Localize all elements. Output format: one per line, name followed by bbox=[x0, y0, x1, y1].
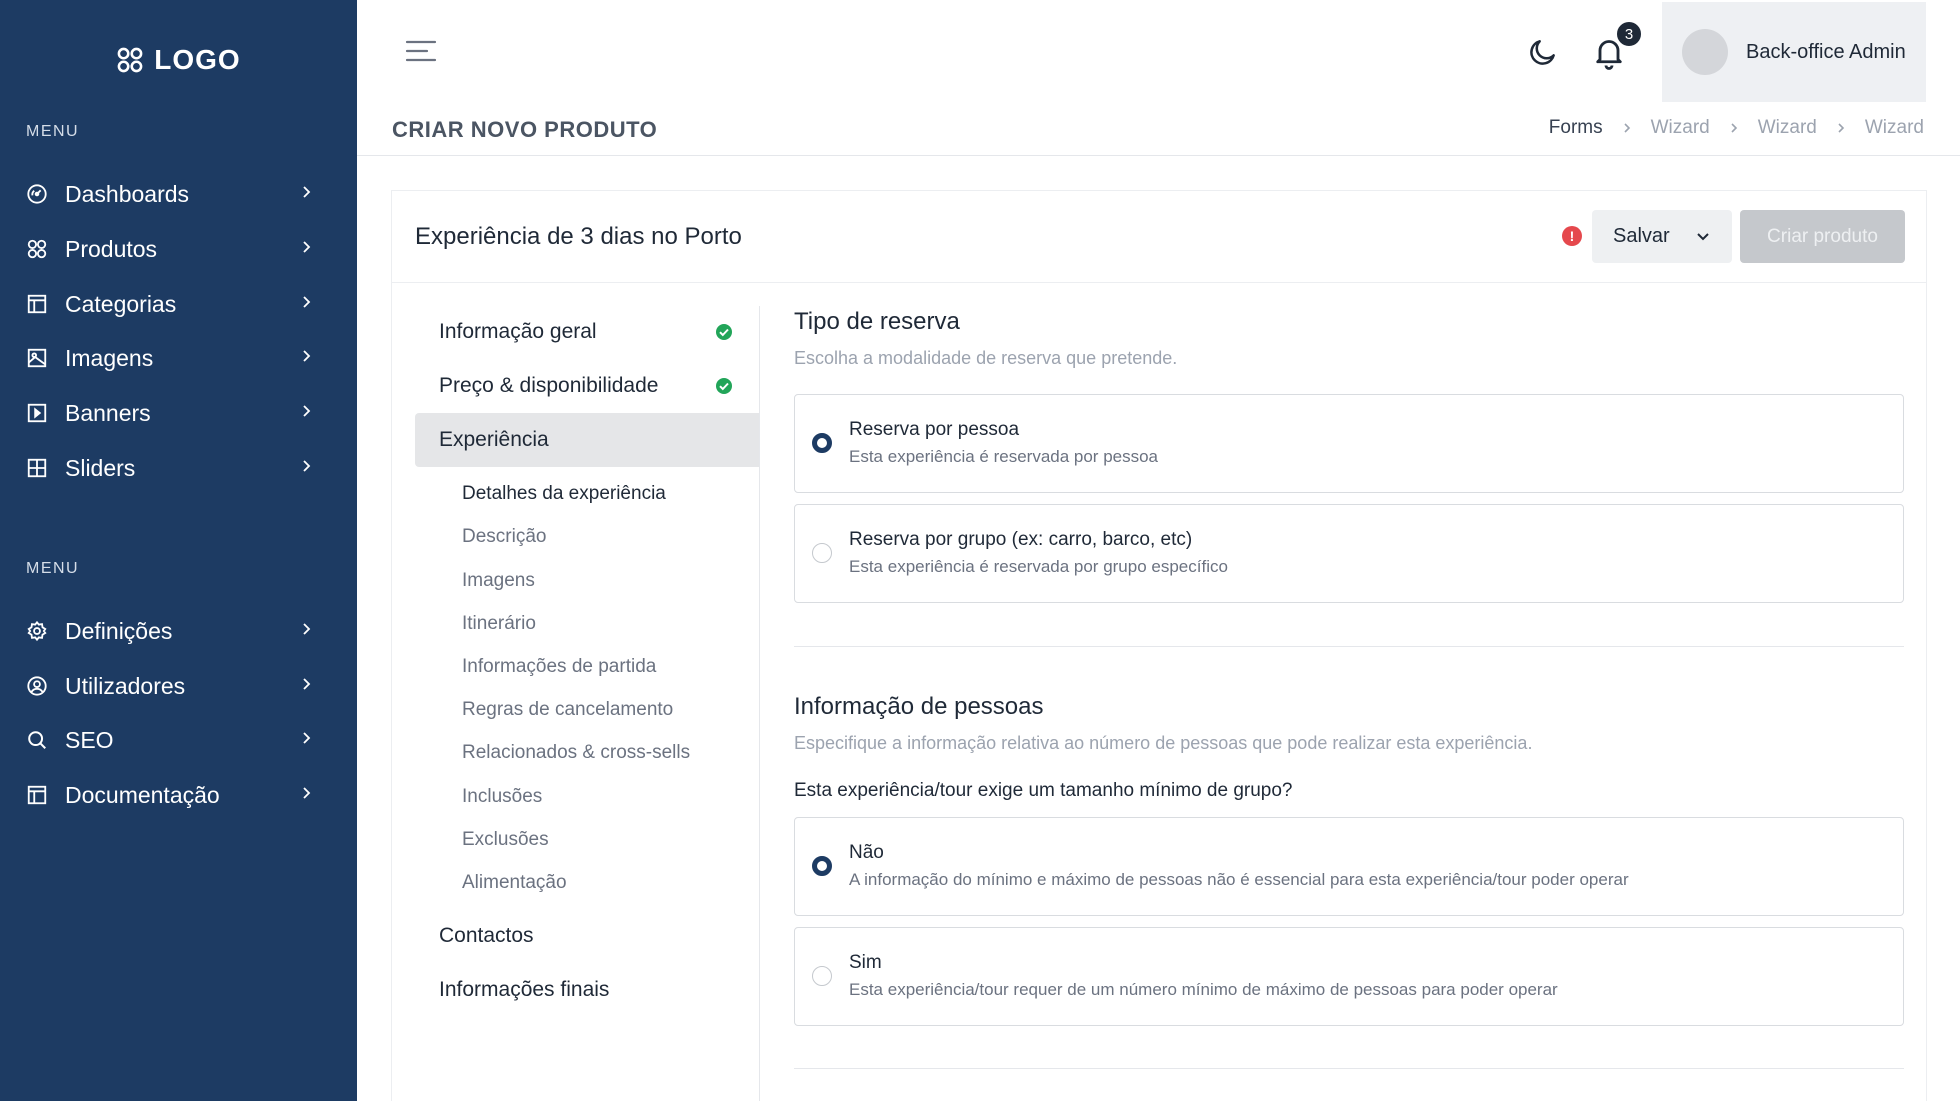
chevron-right-icon bbox=[299, 295, 313, 309]
option-description: A informação do mínimo e máximo de pessoas não é essencial para esta experiência/tour poder operar bbox=[849, 870, 1629, 889]
sidebar-item-label: Categorias bbox=[65, 290, 177, 317]
check-circle-icon bbox=[715, 377, 733, 395]
sidebar-item-imagens[interactable] bbox=[26, 338, 321, 378]
step-informacao-geral[interactable] bbox=[415, 305, 759, 359]
option-title: Reserva por grupo (ex: carro, barco, etc) bbox=[849, 529, 1193, 550]
save-button[interactable] bbox=[1592, 210, 1732, 263]
user-menu[interactable] bbox=[1662, 2, 1926, 102]
sidebar-item-seo[interactable] bbox=[26, 720, 321, 760]
sidebar-item-sliders[interactable] bbox=[26, 448, 321, 488]
menu-section-label: MENU bbox=[26, 560, 80, 577]
option-title: Não bbox=[849, 842, 884, 863]
breadcrumb-item[interactable]: Forms bbox=[1548, 117, 1603, 138]
sidebar-item-label: Documentação bbox=[65, 781, 220, 808]
sidebar-item-label: Imagens bbox=[65, 344, 154, 371]
option-description: Esta experiência é reservada por grupo específico bbox=[849, 557, 1228, 576]
gear-icon bbox=[26, 620, 48, 642]
section-divider bbox=[794, 1068, 1904, 1069]
substep-exclusoes[interactable]: Exclusões bbox=[462, 829, 549, 850]
chevron-right-icon bbox=[1621, 122, 1633, 134]
sidebar bbox=[0, 0, 357, 1101]
sidebar-item-label: Produtos bbox=[65, 235, 158, 262]
chevron-right-icon bbox=[299, 459, 313, 473]
alert-icon: ! bbox=[1562, 226, 1582, 246]
sidebar-item-documentacao[interactable] bbox=[26, 775, 321, 815]
logo[interactable] bbox=[0, 44, 357, 76]
sidebar-item-produtos[interactable] bbox=[26, 229, 321, 269]
moon-icon[interactable] bbox=[1527, 36, 1559, 68]
chevron-right-icon bbox=[299, 622, 313, 636]
option-description: Esta experiência/tour requer de um número mínimo de máximo de pessoas para poder operar bbox=[849, 980, 1558, 999]
min-group-question: Esta experiência/tour exige um tamanho mínimo de grupo? bbox=[794, 780, 1293, 801]
save-button-label: Salvar bbox=[1613, 225, 1670, 247]
booking-option-per-group[interactable] bbox=[794, 504, 1904, 603]
sidebar-item-categorias[interactable] bbox=[26, 284, 321, 324]
option-description: Esta experiência é reservada por pessoa bbox=[849, 447, 1159, 466]
radio-button[interactable] bbox=[812, 856, 832, 876]
image-icon bbox=[26, 347, 48, 369]
chevron-right-icon bbox=[299, 240, 313, 254]
booking-option-per-person[interactable] bbox=[794, 394, 1904, 493]
create-product-button[interactable]: Criar produto bbox=[1740, 210, 1905, 263]
product-title: Experiência de 3 dias no Porto bbox=[415, 223, 742, 250]
page-title: CRIAR NOVO PRODUTO bbox=[392, 117, 658, 142]
step-label: Contactos bbox=[439, 924, 534, 947]
check-circle-icon bbox=[715, 323, 733, 341]
sidebar-item-label: Banners bbox=[65, 399, 151, 426]
breadcrumb-item[interactable]: Wizard bbox=[1864, 117, 1924, 138]
layout-icon bbox=[26, 784, 48, 806]
topbar bbox=[357, 0, 1960, 102]
menu-section-label: MENU bbox=[26, 123, 80, 140]
chevron-right-icon bbox=[299, 349, 313, 363]
play-icon bbox=[26, 402, 48, 424]
breadcrumb-item[interactable]: Wizard bbox=[1650, 117, 1710, 138]
step-informacoes-finais[interactable] bbox=[415, 963, 759, 1017]
radio-button[interactable] bbox=[812, 966, 832, 986]
min-group-option-yes[interactable] bbox=[794, 927, 1904, 1026]
chevron-right-icon bbox=[299, 404, 313, 418]
substep-relacionados-cross-sells[interactable]: Relacionados & cross-sells bbox=[462, 742, 691, 763]
step-label: Informação geral bbox=[439, 320, 597, 343]
step-experiencia[interactable] bbox=[415, 413, 759, 467]
sidebar-item-definicoes[interactable] bbox=[26, 611, 321, 651]
chevron-right-icon bbox=[299, 731, 313, 745]
search-icon bbox=[26, 729, 48, 751]
avatar bbox=[1682, 29, 1728, 75]
step-label: Experiência bbox=[439, 428, 549, 451]
step-label: Preço & disponibilidade bbox=[439, 374, 659, 397]
product-wizard-card bbox=[391, 190, 1927, 1101]
substep-imagens[interactable]: Imagens bbox=[462, 570, 535, 591]
sidebar-item-dashboards[interactable] bbox=[26, 174, 321, 214]
chevron-right-icon bbox=[1835, 122, 1847, 134]
substep-itinerario[interactable]: Itinerário bbox=[462, 613, 536, 634]
card-header bbox=[392, 191, 1926, 283]
radio-button[interactable] bbox=[812, 543, 832, 563]
substep-detalhes-experiencia[interactable]: Detalhes da experiência bbox=[462, 483, 666, 504]
section-divider bbox=[794, 646, 1904, 647]
breadcrumb bbox=[1549, 117, 1924, 139]
table-icon bbox=[26, 457, 48, 479]
chevron-down-icon bbox=[1696, 231, 1710, 243]
substep-descricao[interactable]: Descrição bbox=[462, 526, 547, 547]
user-icon bbox=[26, 675, 48, 697]
chevron-right-icon bbox=[1728, 122, 1740, 134]
radio-button[interactable] bbox=[812, 433, 832, 453]
grid-icon bbox=[26, 238, 48, 260]
min-group-option-no[interactable] bbox=[794, 817, 1904, 916]
sidebar-item-label: Definições bbox=[65, 617, 173, 644]
step-label: Informações finais bbox=[439, 978, 610, 1001]
sidebar-item-label: Dashboards bbox=[65, 180, 190, 207]
people-info-title: Informação de pessoas bbox=[794, 693, 1044, 720]
sidebar-item-banners[interactable] bbox=[26, 393, 321, 433]
logo-text: LOGO bbox=[154, 44, 241, 75]
substep-inclusoes[interactable]: Inclusões bbox=[462, 786, 543, 807]
menu-toggle-icon[interactable] bbox=[405, 36, 439, 66]
people-info-description: Especifique a informação relativa ao número de pessoas que pode realizar esta experiência. bbox=[794, 733, 1533, 753]
substep-informacoes-partida[interactable]: Informações de partida bbox=[462, 656, 657, 677]
step-preco-disponibilidade[interactable] bbox=[415, 359, 759, 413]
substep-alimentacao[interactable]: Alimentação bbox=[462, 872, 567, 893]
substep-regras-cancelamento[interactable]: Regras de cancelamento bbox=[462, 699, 674, 720]
chevron-right-icon bbox=[299, 185, 313, 199]
breadcrumb-item[interactable]: Wizard bbox=[1757, 117, 1817, 138]
booking-type-title: Tipo de reserva bbox=[794, 308, 960, 335]
option-title: Sim bbox=[849, 952, 882, 973]
booking-type-description: Escolha a modalidade de reserva que pretende. bbox=[794, 348, 1178, 368]
layout-icon bbox=[26, 293, 48, 315]
option-title: Reserva por pessoa bbox=[849, 419, 1020, 440]
sidebar-item-label: SEO bbox=[65, 726, 114, 753]
step-contactos[interactable] bbox=[415, 909, 759, 963]
sidebar-item-label: Utilizadores bbox=[65, 672, 186, 699]
sidebar-item-label: Sliders bbox=[65, 454, 136, 481]
notification-badge: 3 bbox=[1615, 20, 1643, 48]
gauge-icon bbox=[26, 183, 48, 205]
user-name: Back-office Admin bbox=[1746, 40, 1906, 63]
header-divider bbox=[357, 155, 1960, 156]
sidebar-item-utilizadores[interactable] bbox=[26, 666, 321, 706]
chevron-right-icon bbox=[299, 677, 313, 691]
steps-divider bbox=[759, 306, 760, 1101]
chevron-right-icon bbox=[299, 786, 313, 800]
grid-logo-icon bbox=[116, 46, 144, 74]
